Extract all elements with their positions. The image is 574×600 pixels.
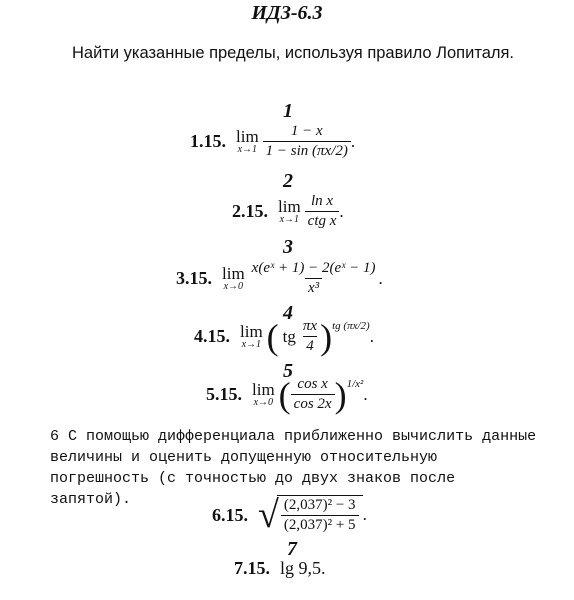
right-paren: ) — [320, 316, 333, 357]
section-number-3: 3 — [283, 236, 293, 258]
task-6-instruction: 6 С помощью дифференциала приближенно вычислить данные величины и оценить допущенную относительную погрешность (с точностью до двух знаков после запятой). — [50, 428, 537, 508]
problem-label: 4.15. — [194, 326, 230, 346]
radical-sign: √ — [258, 494, 279, 536]
limit-operator: lim x→1 — [240, 322, 263, 350]
task-instruction: Найти указанные пределы, используя правило Лопиталя. — [72, 44, 515, 62]
numerator: (2,037)² − 3 — [283, 497, 356, 513]
problem-label: 3.15. — [176, 268, 212, 288]
limit-operator: lim x→1 — [236, 127, 259, 155]
denominator: ctg x — [305, 211, 340, 230]
fraction — [300, 318, 320, 355]
limit-operator: lim x→0 — [252, 380, 275, 408]
end-period: . — [369, 326, 374, 346]
numerator: πx — [302, 318, 318, 334]
denominator: 1 − sin (πx/2) — [263, 141, 351, 160]
fraction — [305, 193, 340, 230]
problem-label: 1.15. — [190, 131, 226, 151]
denominator: (2,037)² + 5 — [281, 515, 359, 534]
exponent: tg (πx/2) — [332, 320, 370, 332]
fraction — [291, 376, 335, 413]
section-number-2: 2 — [283, 170, 293, 192]
right-paren: ) — [334, 374, 347, 415]
problem-6-15 — [212, 495, 367, 535]
fraction — [281, 497, 359, 534]
expression: lg 9,5. — [280, 558, 326, 578]
problem-label: 2.15. — [232, 201, 268, 221]
fraction — [249, 260, 379, 297]
exponent: 1/x² — [346, 378, 364, 390]
denominator: x³ — [305, 278, 322, 297]
problem-7-15 — [234, 558, 326, 579]
numerator: 1 − x — [290, 123, 323, 139]
section-number-1: 1 — [283, 100, 293, 122]
end-period: . — [350, 131, 356, 151]
problem-5-15 — [206, 376, 368, 413]
denominator: 4 — [303, 336, 317, 355]
problem-label: 5.15. — [206, 384, 242, 404]
problem-1-15 — [190, 123, 355, 160]
numerator: ln x — [311, 193, 334, 209]
section-number-5: 5 — [283, 360, 293, 382]
tangent-function: tg — [282, 326, 296, 346]
left-paren: ( — [278, 374, 291, 415]
left-paren: ( — [266, 316, 279, 357]
problem-3-15 — [176, 260, 383, 297]
numerator: cos x — [297, 376, 328, 392]
limit-operator: lim x→1 — [278, 197, 301, 225]
denominator: cos 2x — [291, 394, 335, 413]
problem-4-15 — [194, 318, 374, 355]
page-title: ИДЗ-6.3 — [251, 2, 323, 24]
end-period: . — [363, 384, 368, 404]
limit-operator: lim x→0 — [222, 264, 245, 292]
end-period: . — [339, 201, 344, 221]
end-period: . — [378, 268, 383, 288]
problem-label: 6.15. — [212, 504, 248, 525]
numerator: x(eˣ + 1) − 2(eˣ − 1) — [251, 260, 376, 276]
end-period: . — [362, 505, 367, 524]
radicand — [277, 495, 363, 535]
fraction — [263, 123, 351, 160]
section-number-4: 4 — [283, 302, 293, 324]
problem-2-15 — [232, 193, 344, 230]
square-root — [258, 495, 363, 535]
section-number-7: 7 — [287, 538, 297, 560]
problem-label: 7.15. — [234, 558, 270, 578]
